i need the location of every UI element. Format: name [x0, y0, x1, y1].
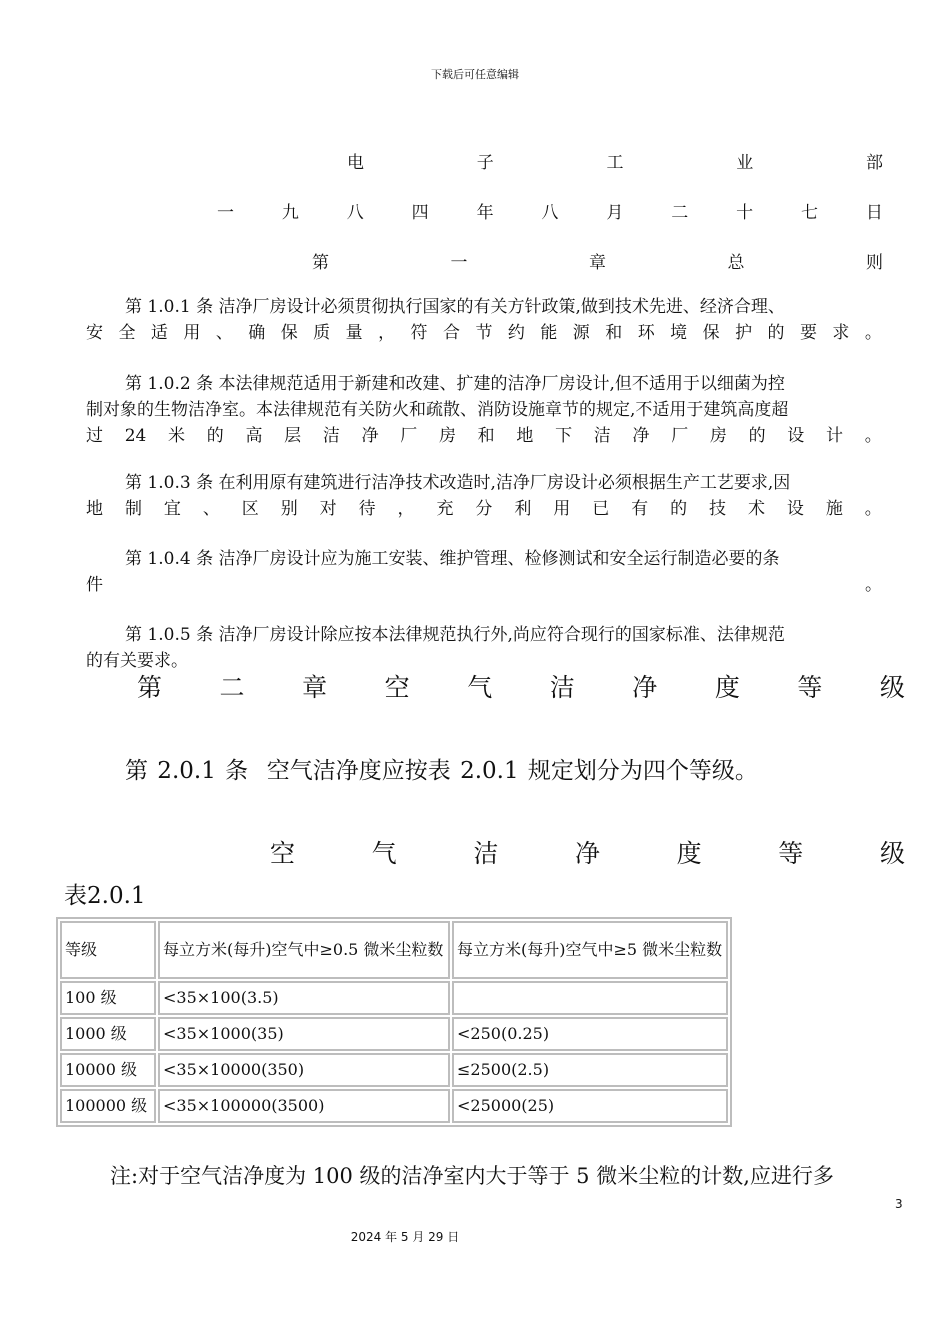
clause-char: 已 — [592, 499, 610, 519]
clause-char: 技 — [709, 499, 726, 519]
chapter2-heading — [137, 668, 905, 704]
clause-lead-line: 第 1.0.3 条 在利用原有建筑进行洁净技术改造时,洁净厂房设计必须根据生产工艺要求,因 — [125, 473, 791, 493]
heading-char: 章 — [302, 673, 328, 702]
grade-cell: 100 级 — [60, 981, 156, 1015]
clause-lead-line: 第 1.0.5 条 洁净厂房设计除应按本法律规范执行外,尚应符合现行的国家标准、法律规范 — [125, 625, 785, 645]
clause-char: 。 — [864, 426, 882, 446]
table-row — [60, 1089, 728, 1123]
clause-char: 房 — [709, 426, 727, 446]
clause-char: 源 — [572, 323, 590, 343]
heading-char: 洁 — [549, 673, 575, 702]
clause-char: 对 — [319, 499, 337, 519]
clause-char: 制 — [124, 499, 142, 519]
clause-char: 有 — [631, 499, 649, 519]
clause-char: 适 — [150, 323, 168, 343]
heading-char: 第 — [137, 673, 163, 702]
grade-cell: 100000 级 — [60, 1089, 156, 1123]
clause-char: 宜 — [163, 499, 181, 519]
clause-lead-line: 第 1.0.1 条 洁净厂房设计必须贯彻执行国家的有关方针政策,做到技术先进、经济合理、 — [125, 297, 785, 317]
clause-char: 房 — [438, 426, 456, 446]
heading-char: 子 — [476, 153, 494, 173]
clause-char: 分 — [475, 499, 493, 519]
heading-char: 度 — [714, 673, 740, 702]
table-header-row — [60, 921, 728, 979]
clause-char: 净 — [361, 426, 379, 446]
heading-char: 气 — [371, 839, 397, 868]
clause-char: 高 — [245, 426, 263, 446]
heading-char: 二 — [671, 203, 689, 223]
clause-char: 。 — [864, 499, 882, 519]
clause-char: 厂 — [671, 426, 689, 446]
clause-1-0-2 — [86, 371, 882, 449]
heading-char: 气 — [467, 673, 493, 702]
clause-char: 、 — [215, 323, 233, 343]
cleanliness-grade-table — [56, 917, 732, 1127]
clause-char: 的 — [767, 323, 785, 343]
clause-char: 充 — [436, 499, 454, 519]
clause-char: 待 — [358, 499, 376, 519]
count-5-cell: ≤2500(2.5) — [452, 1053, 728, 1087]
clause-char: 件 — [86, 575, 103, 595]
clause-char: 用 — [553, 499, 571, 519]
table-note: 注:对于空气洁净度为 100 级的洁净室内大于等于 5 微米尘粒的计数,应进行多 — [110, 1164, 834, 1188]
clause-char: 区 — [241, 499, 259, 519]
heading-char: 等 — [778, 839, 804, 868]
clause-char: 的有关要求。 — [86, 651, 188, 671]
count-5-cell: <25000(25) — [452, 1089, 728, 1123]
clause-char: 境 — [670, 323, 688, 343]
heading-char: 年 — [476, 203, 494, 223]
clause-lead-line: 第 1.0.4 条 洁净厂房设计应为施工安装、维护管理、检修测试和安全运行制造必要的条 — [125, 549, 780, 569]
clause-char: 用 — [183, 323, 201, 343]
footer-date: 2024 年 5 月 29 日 — [350, 1230, 460, 1244]
clause-char: 合 — [442, 323, 460, 343]
clause-char: 全 — [118, 323, 136, 343]
department-line — [347, 148, 883, 173]
date-line — [217, 198, 883, 223]
header-cell-5-micron: 每立方米(每升)空气中≥5 微米尘粒数 — [452, 921, 728, 979]
clause-char: 的 — [206, 426, 224, 446]
table-row — [60, 1017, 728, 1051]
clause-char: 和 — [477, 426, 495, 446]
clause-char: 地 — [86, 499, 103, 519]
heading-char: 空 — [384, 673, 410, 702]
count-5-cell: <250(0.25) — [452, 1017, 728, 1051]
heading-char: 净 — [574, 839, 600, 868]
clause-char: 过 — [86, 426, 103, 446]
table-row — [60, 1053, 728, 1087]
clause-1-0-3 — [86, 470, 882, 522]
clause-char: 层 — [284, 426, 302, 446]
clause-last-line — [86, 423, 882, 449]
heading-char: 章 — [589, 253, 606, 273]
heading-char: 业 — [736, 153, 754, 173]
heading-char: 二 — [219, 673, 245, 702]
heading-char: 等 — [797, 673, 823, 702]
heading-char: 级 — [879, 839, 905, 868]
heading-char: 四 — [411, 203, 429, 223]
clause-char: 净 — [632, 426, 650, 446]
clause-char: 安 — [86, 323, 103, 343]
clause-last-line — [86, 320, 882, 346]
heading-char: 月 — [606, 203, 624, 223]
clause-char: 质 — [313, 323, 331, 343]
clause-char: 约 — [507, 323, 525, 343]
clause-char: ， — [397, 499, 415, 519]
clause-char: ， — [378, 323, 396, 343]
clause-char: 符 — [410, 323, 428, 343]
clause-char: 能 — [540, 323, 558, 343]
count-5-cell — [452, 981, 728, 1015]
clause-1-0-4 — [86, 546, 882, 598]
clause-char: 节 — [475, 323, 493, 343]
heading-char: 洁 — [473, 839, 499, 868]
heading-char: 度 — [676, 839, 702, 868]
count-05-cell: <35×100000(3500) — [158, 1089, 450, 1123]
header-cell-05-micron: 每立方米(每升)空气中≥0.5 微米尘粒数 — [158, 921, 450, 979]
heading-char: 九 — [281, 203, 299, 223]
table-row — [60, 981, 728, 1015]
clause-last-line — [86, 496, 882, 522]
clause-char: 利 — [514, 499, 532, 519]
clause-char: 米 — [168, 426, 186, 446]
clause-char: 。 — [864, 323, 882, 343]
clause-char: 要 — [799, 323, 817, 343]
heading-char: 部 — [866, 153, 883, 173]
clause-char: 施 — [825, 499, 843, 519]
page-number: 3 — [895, 1197, 903, 1211]
clause-2-0-1: 第 2.0.1 条 空气洁净度应按表 2.0.1 规定划分为四个等级。 — [125, 758, 758, 784]
clause-char: 的 — [670, 499, 688, 519]
clause-char: 计 — [826, 426, 843, 446]
clause-1-0-5 — [86, 622, 882, 674]
heading-char: 一 — [217, 203, 234, 223]
table-label: 表2.0.1 — [64, 883, 146, 909]
clause-char: 洁 — [593, 426, 611, 446]
clause-char: 求 — [832, 323, 850, 343]
clause-char: 和 — [605, 323, 623, 343]
clause-1-0-1 — [86, 294, 882, 346]
heading-char: 一 — [450, 253, 468, 273]
clause-char: 设 — [786, 499, 804, 519]
clause-char: 、 — [202, 499, 220, 519]
clause-char: 洁 — [322, 426, 340, 446]
clause-char: 保 — [702, 323, 720, 343]
count-05-cell: <35×10000(350) — [158, 1053, 450, 1087]
heading-char: 八 — [346, 203, 364, 223]
clause-char: 的 — [748, 426, 766, 446]
clause-char: 下 — [555, 426, 573, 446]
clause-char: 厂 — [400, 426, 418, 446]
clause-lead-line: 第 1.0.2 条 本法律规范适用于新建和改建、扩建的洁净厂房设计,但不适用于以细菌为控 — [125, 374, 785, 394]
clause-char: 术 — [747, 499, 765, 519]
clause-char: 别 — [280, 499, 298, 519]
clause-last-line — [86, 572, 882, 598]
heading-char: 第 — [312, 253, 329, 273]
grade-cell: 10000 级 — [60, 1053, 156, 1087]
chapter1-heading — [312, 248, 883, 273]
grade-cell: 1000 级 — [60, 1017, 156, 1051]
heading-char: 八 — [541, 203, 559, 223]
clause-char: 护 — [735, 323, 753, 343]
count-05-cell: <35×1000(35) — [158, 1017, 450, 1051]
heading-char: 空 — [270, 839, 296, 868]
table-title — [270, 834, 905, 870]
heading-char: 总 — [727, 253, 745, 273]
heading-char: 级 — [879, 673, 905, 702]
clause-char: 保 — [280, 323, 298, 343]
clause-char: 24 — [124, 426, 147, 446]
clause-char: 地 — [516, 426, 534, 446]
page-header: 下载后可任意编辑 — [431, 68, 519, 81]
clause-char: 环 — [637, 323, 655, 343]
heading-char: 日 — [865, 203, 883, 223]
count-05-cell: <35×100(3.5) — [158, 981, 450, 1015]
heading-char: 十 — [736, 203, 754, 223]
heading-char: 七 — [801, 203, 819, 223]
clause-char: 确 — [248, 323, 266, 343]
heading-char: 净 — [632, 673, 658, 702]
heading-char: 电 — [347, 153, 364, 173]
heading-char: 工 — [606, 153, 624, 173]
clause-char: 量 — [345, 323, 363, 343]
clause-middle-line: 制对象的生物洁净室。本法律规范有关防火和疏散、消防设施章节的规定,不适用于建筑高度超 — [86, 400, 789, 420]
heading-char: 则 — [866, 253, 883, 273]
clause-char: 。 — [865, 575, 882, 595]
clause-char: 设 — [787, 426, 805, 446]
header-cell-grade: 等级 — [60, 921, 156, 979]
